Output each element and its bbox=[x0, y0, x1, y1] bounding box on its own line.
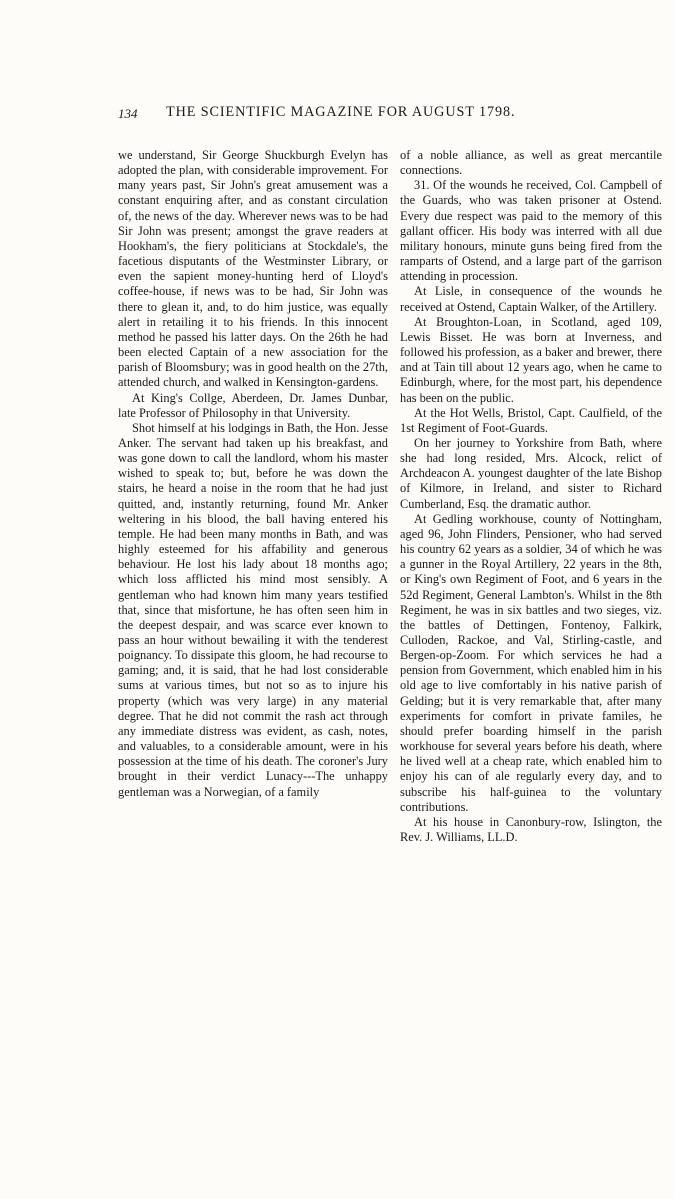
page-number: 134 bbox=[118, 106, 138, 121]
paragraph-anker: Shot himself at his lodgings in Bath, the Hon. Jesse Anker. The servant had taken up his breakfast, and was gone down to call the landlord, whom his master wished to speak to; but, before he was down the stairs, he heard a noise in the room that he had just quitted, and, instantly returning, found Mr. Anker weltering in his blood, the ball having entered his temple. He had been many months in Bath, and was highly esteemed for his affability and generous behaviour. He lost his lady about 18 months ago; which loss afflicted his mind most sensibly. A gentleman who had known him many years testified that, since that misfortune, he has often seen him in the deepest despair, and was scarce ever known to pass an hour without bewailing it with the tenderest poignancy. To dissipate this gloom, he had recourse to gaming; and, it is said, that he had lost considerable sums at various times, but not so as to injure his property (which was very large) in any material degree. That he did not commit the rash act through any immediate distress was evident, as cash, notes, and valuables, to a considerable amount, were in his possession at the time of his death. The coroner's Jury brought in their verdict Lunacy---The unhappy gentleman was a Norwegian, of a family bbox=[118, 420, 388, 799]
paragraph-walker: At Lisle, in consequence of the wounds he received at Ostend, Captain Walker, of the Artillery. bbox=[400, 284, 662, 314]
paragraph-campbell: 31. Of the wounds he received, Col. Campbell of the Guards, who was taken prisoner at Ostend. Every due respect was paid to the memory of this gallant officer. His body was interred with all due military honours, minute guns being fired from the ramparts of Ostend, and a large part of the garrison attending in procession. bbox=[400, 178, 662, 284]
paragraph-anker-continued: of a noble alliance, as well as great mercantile connections. bbox=[400, 148, 662, 178]
running-title: THE SCIENTIFIC MAGAZINE FOR AUGUST 1798. bbox=[166, 104, 516, 120]
paragraph-dunbar: At King's Collge, Aberdeen, Dr. James Dunbar, late Professor of Philosophy in that University. bbox=[118, 390, 388, 420]
left-column bbox=[118, 148, 388, 800]
paragraph-caulfield: At the Hot Wells, Bristol, Capt. Caulfield, of the 1st Regiment of Foot-Guards. bbox=[400, 405, 662, 435]
paragraph-williams: At his house in Canonbury-row, Islington, the Rev. J. Williams, LL.D. bbox=[400, 814, 662, 845]
paragraph-bisset: At Broughton-Loan, in Scotland, aged 109, Lewis Bisset. He was born at Inverness, and followed his profession, as a baker and brewer, there and at Tain till about 12 years ago, when he came to Edinburgh, where, for the most part, his dependence has been on the public. bbox=[400, 314, 662, 405]
right-column bbox=[400, 148, 662, 845]
paragraph-shuckburgh-continued: we understand, Sir George Shuckburgh Evelyn has adopted the plan, with considerable improvement. For many years past, Sir John's great amusement was a constant enquiring after, and as constant circulation of, the news of the day. Wherever news was to be had Sir John was present; amongst the grave readers at Hookham's, the fiery politicians at Stockdale's, the facetious disputants of the Westminster Library, or even the sapient money-hunting herd of Lloyd's coffee-house, if news was to be had, Sir John was there to glean it, and, to do him justice, was equally alert in retailing it to his friends. In this innocent method he passed his latter days. On the 26th he had been elected Captain of a new association for the parish of Bloomsbury; was in good health on the 27th, attended church, and walked in Kensington-gardens. bbox=[118, 148, 388, 390]
paragraph-flinders: At Gedling workhouse, county of Nottingham, aged 96, John Flinders, Pensioner, who had served his country 62 years as a soldier, 34 of which he was a gunner in the Royal Artillery, 22 years in the 8th, or King's own Regiment of Foot, and 6 years in the 52d Regiment, General Lambton's. Whilst in the 8th Regiment, he was in six battles and two sieges, viz. the battles of Dettingen, Fontenoy, Falkirk, Culloden, Rackoe, and Val, Stirling-castle, and Bergen-op-Zoom. For which services he had a pension from Government, which enabled him in his old age to live comfortably in his native parish of Gelding; but it is very remarkable that, after many experiments for comfort in private familes, he should prefer boarding himself in the parish workhouse for several years before his death, where he lived well at a cheap rate, which enabled him to enjoy his can of ale regularly every day, and to subscribe his half-guinea to the voluntary contributions. bbox=[400, 511, 662, 814]
paragraph-alcock: On her journey to Yorkshire from Bath, where she had long resided, Mrs. Alcock, relict of Archdeacon A. youngest daughter of the late Bishop of Kilmore, in Ireland, and sister to Richard Cumberland, Esq. the dramatic author. bbox=[400, 435, 662, 511]
